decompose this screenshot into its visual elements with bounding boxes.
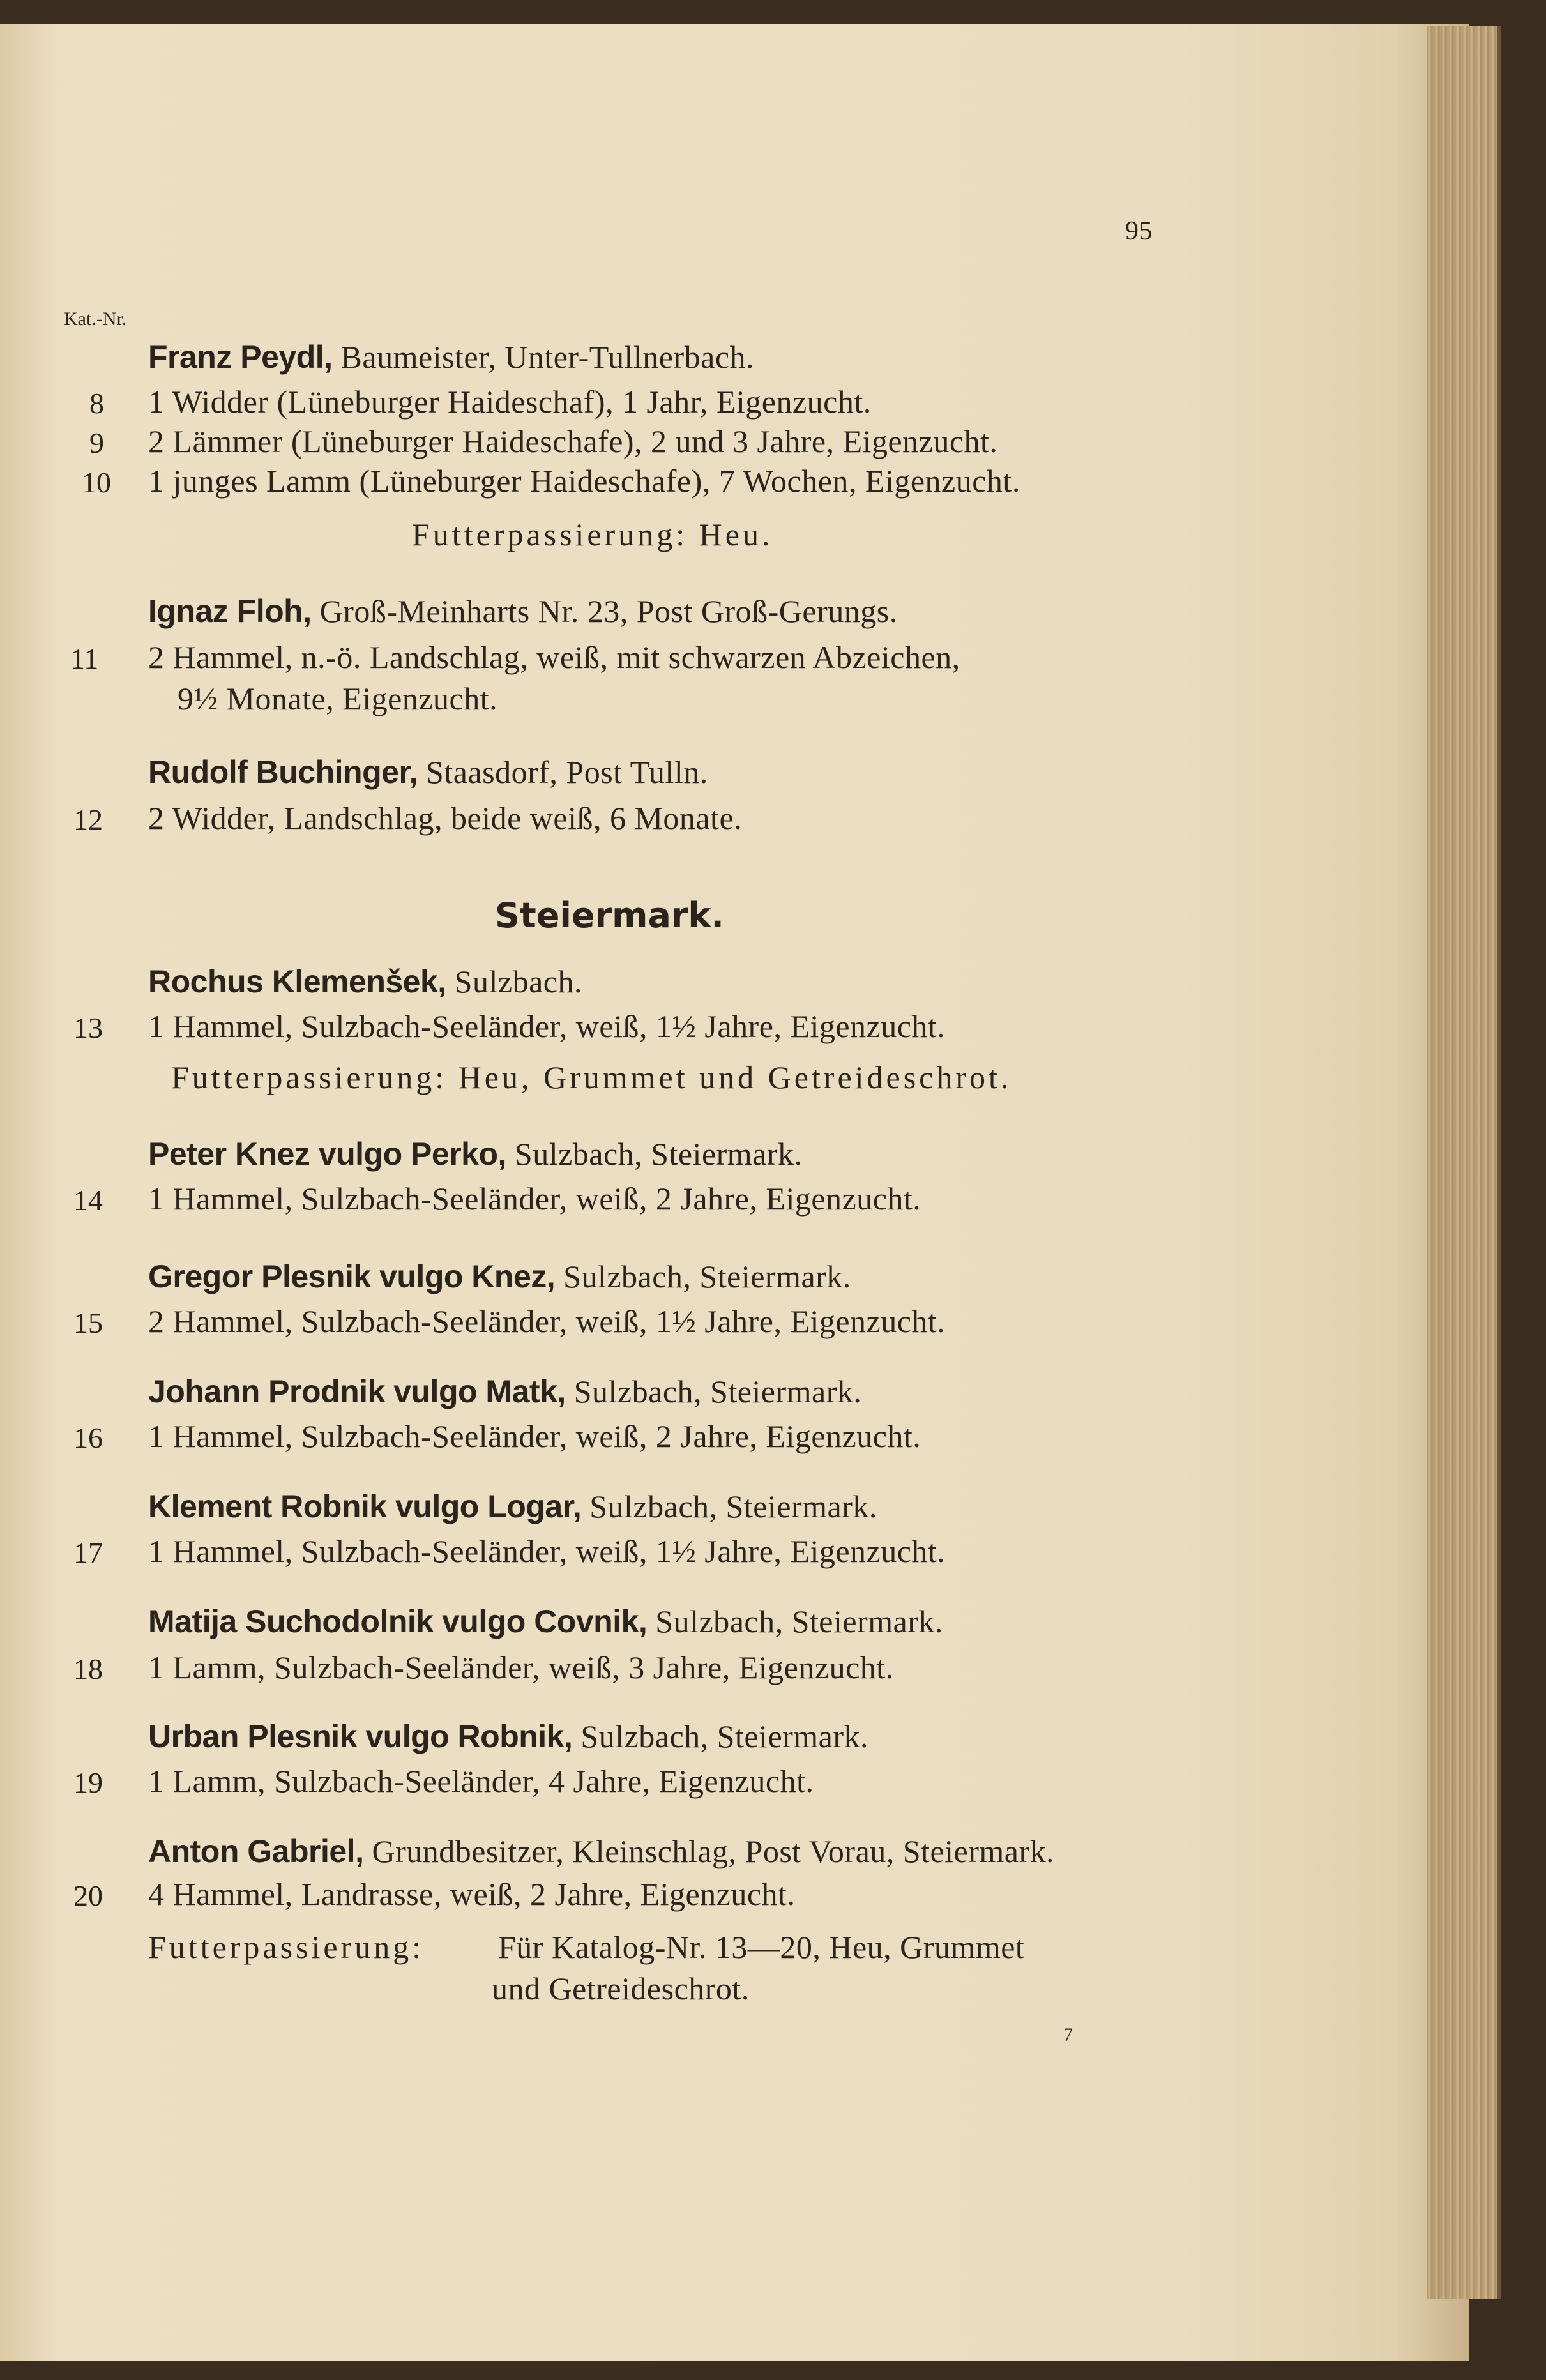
owner-detail: Sulzbach, Steiermark.: [647, 1603, 943, 1639]
feed-note-line: und Getreideschrot.: [492, 1971, 750, 2006]
item-text: 2 Hammel, Sulzbach-Seeländer, weiß, 1½ Jahre, Eigenzucht.: [148, 1303, 946, 1339]
catalog-number: 9: [89, 427, 104, 459]
entry-owner-line: [148, 1373, 861, 1410]
catalog-number: 14: [73, 1184, 103, 1217]
feed-note-line: Für Katalog-Nr. 13—20, Heu, Grummet: [498, 1929, 1025, 1965]
owner-name: Franz Peydl,: [148, 339, 333, 375]
item-text: 4 Hammel, Landrasse, weiß, 2 Jahre, Eigenzucht.: [148, 1876, 796, 1912]
owner-name: Klement Robnik vulgo Logar,: [148, 1489, 582, 1524]
item-text: 1 Lamm, Sulzbach-Seeländer, weiß, 3 Jahre, Eigenzucht.: [148, 1649, 894, 1685]
catalog-number: 15: [73, 1307, 103, 1339]
item-text: 2 Lämmer (Lüneburger Haideschafe), 2 und 3 Jahre, Eigenzucht.: [148, 423, 998, 459]
owner-detail: Sulzbach, Steiermark.: [555, 1259, 851, 1294]
catalog-number: 13: [73, 1012, 103, 1044]
catalog-number: 16: [73, 1421, 103, 1454]
item-text: 1 Hammel, Sulzbach-Seeländer, weiß, 2 Jahre, Eigenzucht.: [148, 1181, 921, 1217]
item-text: 1 Hammel, Sulzbach-Seeländer, weiß, 2 Jahre, Eigenzucht.: [148, 1418, 921, 1454]
item-text: 1 Hammel, Sulzbach-Seeländer, weiß, 1½ Jahre, Eigenzucht.: [148, 1533, 946, 1569]
page-number: 95: [1125, 216, 1153, 246]
feed-note: Futterpassierung: Heu, Grummet und Getreideschrot.: [171, 1059, 1012, 1095]
catalog-number: 11: [70, 642, 99, 675]
catalog-number: 17: [73, 1536, 103, 1569]
entry-owner-line: [148, 338, 754, 375]
catalog-number: 8: [89, 387, 104, 420]
item-text: 2 Widder, Landschlag, beide weiß, 6 Monate.: [148, 800, 743, 836]
owner-detail: Grundbesitzer, Kleinschlag, Post Vorau, Steiermark.: [363, 1833, 1055, 1869]
owner-name: Matija Suchodolnik vulgo Covnik,: [148, 1603, 648, 1639]
entry-owner-line: [148, 754, 708, 791]
item-text: 2 Hammel, n.-ö. Landschlag, weiß, mit schwarzen Abzeichen,: [148, 639, 960, 675]
owner-detail: Sulzbach, Steiermark.: [572, 1718, 869, 1754]
entry-owner-line: [148, 1718, 868, 1755]
entry-owner-line: [148, 1135, 803, 1172]
catalog-number: 12: [73, 803, 103, 836]
owner-name: Rudolf Buchinger,: [148, 754, 418, 790]
owner-name: Anton Gabriel,: [148, 1833, 364, 1869]
page-edges: [1427, 26, 1501, 2299]
item-text-continuation: 9½ Monate, Eigenzucht.: [178, 681, 498, 716]
catalog-number: 20: [73, 1879, 103, 1912]
owner-detail: Groß-Meinharts Nr. 23, Post Groß-Gerungs.: [311, 593, 898, 629]
catalog-number: 19: [73, 1766, 103, 1799]
owner-name: Gregor Plesnik vulgo Knez,: [148, 1259, 556, 1294]
entry-owner-line: [148, 1488, 877, 1525]
catalog-number: 10: [82, 466, 111, 499]
item-text: 1 Hammel, Sulzbach-Seeländer, weiß, 1½ Jahre, Eigenzucht.: [148, 1008, 946, 1044]
owner-name: Ignaz Floh,: [148, 593, 312, 629]
catalog-number: 18: [73, 1653, 103, 1685]
owner-detail: Sulzbach, Steiermark.: [565, 1374, 862, 1409]
owner-detail: Sulzbach, Steiermark.: [506, 1136, 803, 1172]
owner-name: Rochus Klemenšek,: [148, 964, 446, 999]
signature-mark: 7: [1063, 2024, 1073, 2045]
entry-owner-line: [148, 1833, 1054, 1870]
feed-note: Futterpassierung: Heu.: [412, 517, 773, 552]
entry-owner-line: [148, 1603, 943, 1640]
entry-owner-line: [148, 963, 582, 1000]
entry-owner-line: [148, 1258, 851, 1295]
item-text: 1 Widder (Lüneburger Haideschaf), 1 Jahr, Eigenzucht.: [148, 384, 872, 420]
owner-detail: Sulzbach, Steiermark.: [581, 1489, 877, 1524]
owner-name: Urban Plesnik vulgo Robnik,: [148, 1718, 573, 1754]
owner-name: Peter Knez vulgo Perko,: [148, 1136, 506, 1172]
owner-name: Johann Prodnik vulgo Matk,: [148, 1374, 566, 1409]
owner-detail: Staasdorf, Post Tulln.: [418, 754, 708, 790]
item-text: 1 junges Lamm (Lüneburger Haideschafe), 7 Wochen, Eigenzucht.: [148, 463, 1020, 499]
feed-note-label: Futterpassierung:: [148, 1929, 425, 1965]
entry-owner-line: [148, 593, 898, 630]
item-text: 1 Lamm, Sulzbach-Seeländer, 4 Jahre, Eigenzucht.: [148, 1763, 814, 1799]
column-header: Kat.-Nr.: [64, 308, 127, 330]
section-heading: Steiermark.: [495, 895, 724, 936]
owner-detail: Baumeister, Unter-Tullnerbach.: [332, 339, 755, 375]
owner-detail: Sulzbach.: [446, 964, 582, 999]
